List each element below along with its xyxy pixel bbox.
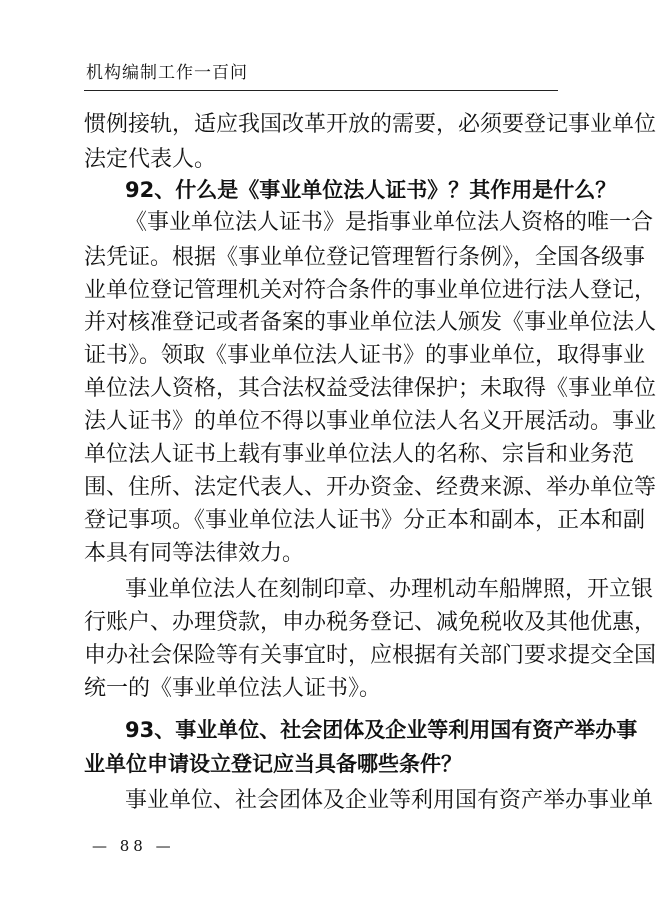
- text-line: 行账户、办理贷款，申办税务登记、减免税收及其他优惠，: [84, 610, 656, 635]
- text-line: 单位法人证书上载有事业单位法人的名称、宗旨和业务范: [84, 442, 635, 467]
- text-line: 法人证书》的单位不得以事业单位法人名义开展活动。事业: [84, 409, 656, 434]
- text-line: 业单位登记管理机关对符合条件的事业单位进行法人登记，: [84, 278, 656, 303]
- text-line: 统一的《事业单位法人证书》。: [84, 676, 382, 701]
- question-92-heading: 92、什么是《事业单位法人证书》？其作用是什么？: [125, 178, 617, 202]
- question-93-heading-cont: 业单位申请设立登记应当具备哪些条件？: [84, 752, 462, 776]
- header-divider: [84, 90, 558, 91]
- text-line: 单位法人资格，其合法权益受法律保护；未取得《事业单位: [84, 376, 656, 401]
- text-line: 事业单位、社会团体及企业等利用国有资产举办事业单: [125, 788, 654, 813]
- text-line: 本具有同等法律效力。: [84, 541, 305, 566]
- running-header-title: 机构编制工作一百问: [86, 63, 248, 83]
- text-line: 围、住所、法定代表人、开办资金、经费来源、举办单位等: [84, 475, 656, 500]
- text-line: 证书》。领取《事业单位法人证书》的事业单位，取得事业: [84, 343, 646, 368]
- page-number: — 88 —: [92, 837, 175, 855]
- text-line: 法定代表人。: [84, 147, 217, 172]
- text-line: 事业单位法人在刻制印章、办理机动车船牌照，开立银: [125, 577, 654, 602]
- text-line: 法凭证。根据《事业单位登记管理暂行条例》，全国各级事: [84, 245, 646, 270]
- text-line: 惯例接轨，适应我国改革开放的需要，必须要登记事业单位: [84, 112, 656, 137]
- text-line: 并对核准登记或者备案的事业单位法人颁发《事业单位法人: [84, 310, 656, 335]
- text-line: 《事业单位法人证书》是指事业单位法人资格的唯一合: [125, 210, 654, 235]
- text-line: 申办社会保险等有关事宜时，应根据有关部门要求提交全国: [84, 643, 656, 668]
- question-93-heading: 93、事业单位、社会团体及企业等利用国有资产举办事: [125, 718, 638, 742]
- text-line: 登记事项。《事业单位法人证书》分正本和副本，正本和副: [84, 508, 646, 533]
